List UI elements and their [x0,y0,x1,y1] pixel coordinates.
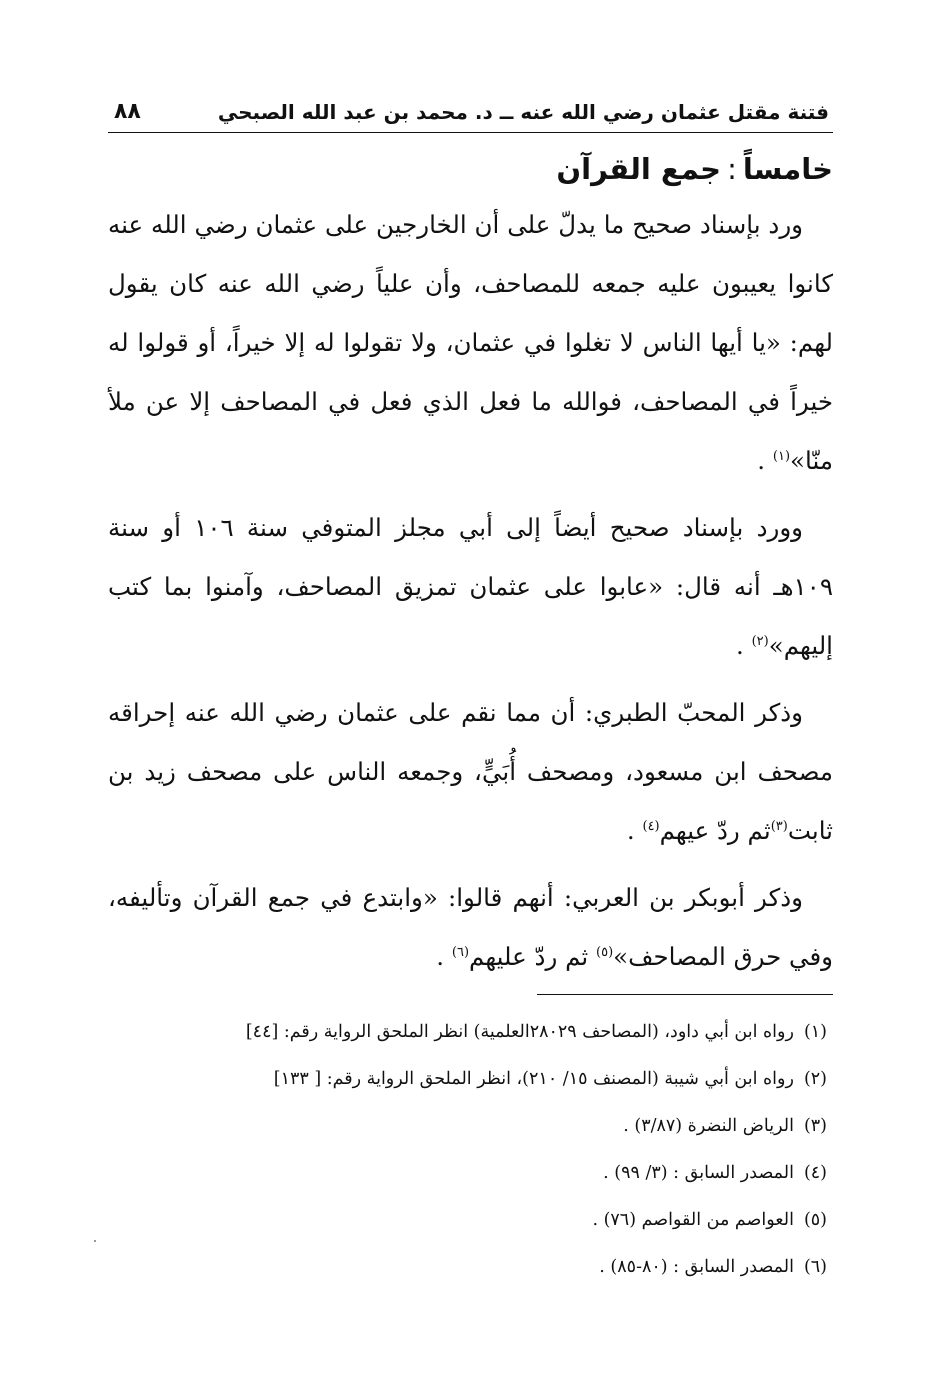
footnote-ref: (١) [772,448,791,464]
footnote-text: رواه ابن أبي داود، (المصاحف ٢٨٠٢٩العلمية) انظر الملحق الرواية رقم: [٤٤] [245,1022,794,1042]
section-title: جمع القرآن [556,152,722,186]
footnote-text: المصدر السابق : (٨٠-٨٥) . [599,1257,794,1277]
paragraph [108,195,833,490]
footnote-item [108,1009,827,1056]
footnote-divider [537,994,833,995]
footnote-item [108,1103,827,1150]
footnote-text: العواصم من القواصم (٧٦) . [592,1210,794,1230]
book-page [108,88,833,1291]
body-text [108,195,833,986]
page-number: ٨٨ [114,99,141,124]
footnote-number: (١) [803,1022,827,1042]
footnote-ref: (٤) [642,818,660,834]
paragraph-text: ورد بإسناد صحيح ما يدلّ على أن الخارجين على عثمان رضي الله عنه كانوا يعيبون عليه جمعه للمصاحف، وأن علياً رضي الله عنه كان يقول لهم: «يا أيها الناس لا تغلوا في عثمان، ولا تقولوا له إلا خيراً، أو قولوا له خيراً في المصاحف، فوالله ما فعل الذي فعل في المصاحف إلا عن ملأ منّا» [108,210,833,475]
paragraph-end: . [757,446,766,475]
footnote-text: رواه ابن أبي شيبة (المصنف ١٥/ ٢١٠)، انظر الملحق الرواية رقم: [ ١٣٣] [273,1069,794,1089]
paragraph-text-continued: ثم ردّ عيهم [659,816,771,845]
paragraph-end: . [626,816,635,845]
paragraph [108,498,833,675]
footnotes [108,1009,833,1291]
section-separator: : [727,152,737,186]
footnote-item [108,1150,827,1197]
scan-speck [94,1240,96,1242]
footnote-ref: (٥) [596,944,614,960]
paragraph-text: وذكر المحبّ الطبري: أن مما نقم على عثمان رضي الله عنه إحراقه مصحف ابن مسعود، ومصحف أُبَيٍّ، وجمعه الناس على مصحف زيد بن ثابت [108,698,833,845]
footnote-text: الرياض النضرة (٣/٨٧) . [623,1116,794,1136]
footnote-item [108,1244,827,1291]
footnote-number: (٣) [803,1116,827,1136]
paragraph-end: . [736,631,744,660]
section-number-word: خامساً [742,152,833,186]
footnote-item [108,1056,827,1103]
footnote-number: (٥) [803,1210,827,1230]
footnote-number: (٤) [803,1163,827,1183]
footnote-ref: (٢) [751,633,769,649]
running-title: فتنة مقتل عثمان رضي الله عنه ــ د. محمد بن عبد الله الصبحي [217,100,829,124]
paragraph [108,683,833,860]
paragraph [108,868,833,986]
footnote-text: المصدر السابق : (٣/ ٩٩) . [603,1163,794,1183]
paragraph-text: وذكر أبوبكر بن العربي: أنهم قالوا: «وابتدع في جمع القرآن وتأليفه، وفي حرق المصاحف» [108,883,833,971]
running-header [108,88,833,133]
footnote-number: (٦) [803,1257,827,1277]
footnote-number: (٢) [803,1069,827,1089]
paragraph-text-continued: ثم ردّ عليهم [469,942,589,971]
footnote-item [108,1197,827,1244]
paragraph-end: . [436,942,445,971]
section-heading [108,149,833,189]
footnote-ref: (٦) [451,944,470,960]
paragraph-text: وورد بإسناد صحيح أيضاً إلى أبي مجلز المتوفي سنة ١٠٦ أو سنة ١٠٩هـ أنه قال: «عابوا على عثمان تمزيق المصاحف، وآمنوا بما كتب إليهم» [108,513,833,660]
footnote-ref: (٣) [770,818,788,834]
